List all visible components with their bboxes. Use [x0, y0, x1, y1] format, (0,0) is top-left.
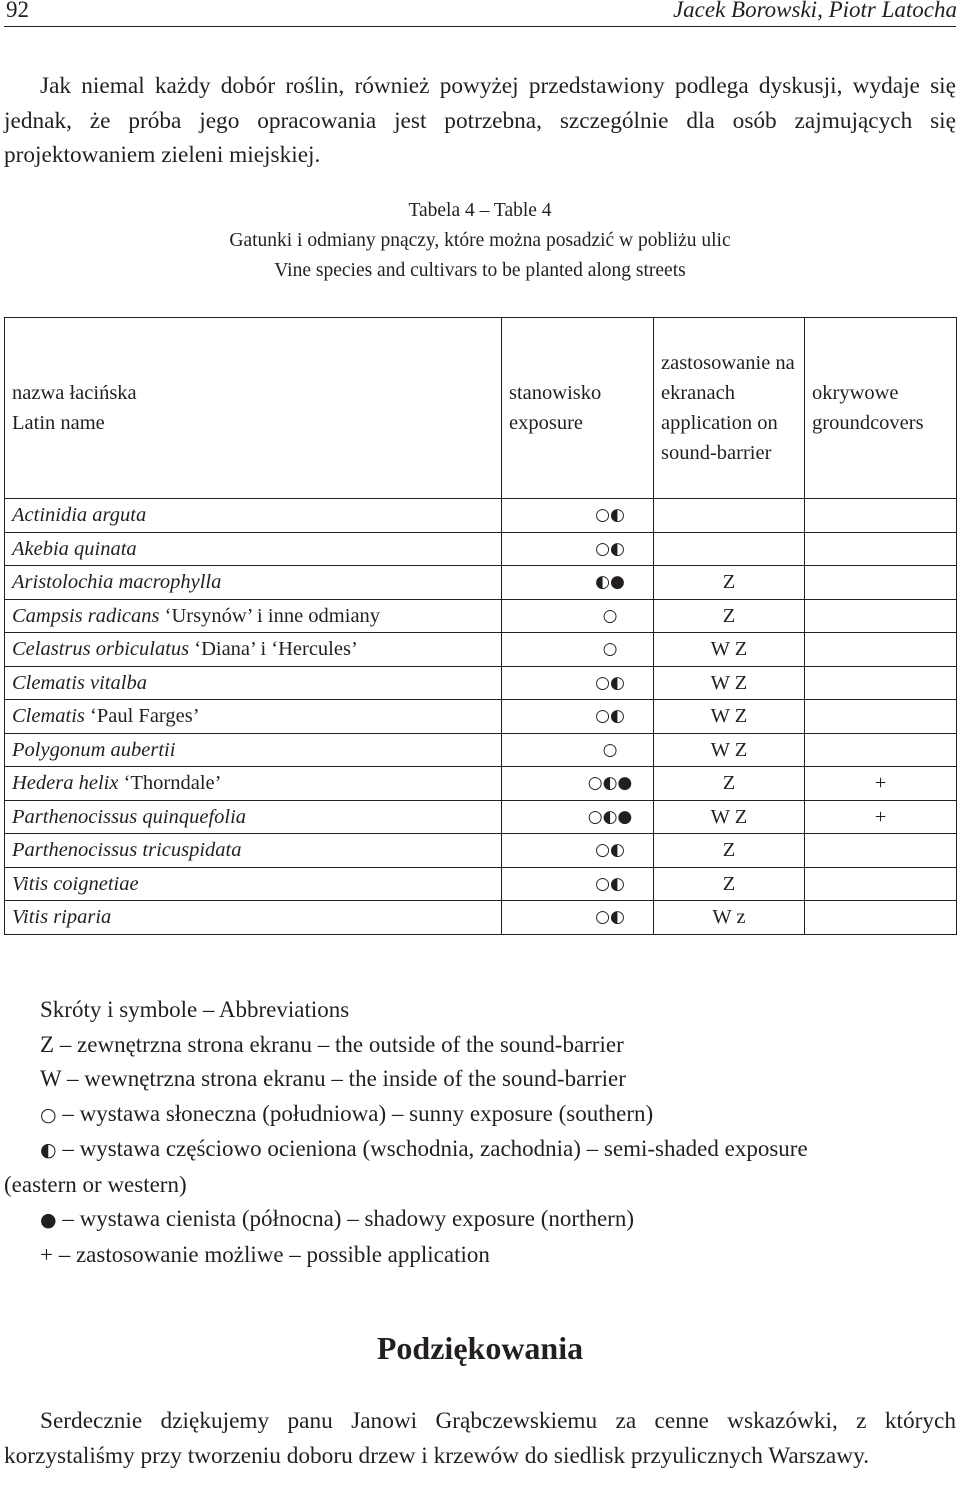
abbr-plus: + – zastosowanie możliwe – possible application: [40, 1241, 490, 1267]
cell-groundcover: [805, 666, 957, 700]
cell-exposure: ○◐: [502, 834, 654, 868]
cell-latin-name: Clematis ‘Paul Farges’: [5, 700, 502, 734]
cell-exposure: ○◐●: [502, 800, 654, 834]
half-shade-symbol-icon: ◐: [40, 1139, 57, 1161]
cell-application: W Z: [654, 733, 805, 767]
cell-exposure: ○◐: [502, 532, 654, 566]
cell-application: W Z: [654, 666, 805, 700]
table-label: Tabela 4 – Table 4: [408, 200, 552, 221]
cell-latin-name: Vitis coignetiae: [5, 867, 502, 901]
acknowledgements-heading: Podziękowania: [376, 1330, 584, 1366]
cell-groundcover: [805, 700, 957, 734]
header-application: zastosowanie na ekranach application on sound-barrier: [654, 318, 805, 499]
abbr-z: Z – zewnętrzna strona ekranu – the outside of the sound-barrier: [40, 1031, 624, 1057]
table-row: [5, 700, 957, 734]
cell-latin-name: Aristolochia macrophylla: [5, 566, 502, 600]
table-row: [5, 767, 957, 801]
acknowledgements-paragraph: [4, 1404, 956, 1473]
cell-exposure: ○◐: [502, 666, 654, 700]
cell-application: W z: [654, 901, 805, 935]
sun-symbol-icon: ○: [40, 1103, 57, 1126]
cell-groundcover: [805, 834, 957, 868]
cell-exposure: ○◐: [502, 499, 654, 533]
cell-groundcover: [805, 633, 957, 667]
cell-exposure: ○◐: [502, 700, 654, 734]
cell-exposure: ○◐●: [502, 767, 654, 801]
table-row: [5, 901, 957, 935]
cell-latin-name: Campsis radicans ‘Ursynów’ i inne odmiany: [5, 599, 502, 633]
cell-exposure: ○◐: [502, 867, 654, 901]
cell-application: Z: [654, 767, 805, 801]
abbreviations-title: Skróty i symbole – Abbreviations: [40, 997, 350, 1022]
cell-exposure: ○: [502, 599, 654, 633]
cell-exposure: ○: [502, 733, 654, 767]
cell-application: W Z: [654, 800, 805, 834]
cell-groundcover: [805, 499, 957, 533]
cell-application: [654, 499, 805, 533]
cell-groundcover: +: [805, 767, 957, 801]
running-head-authors: Jacek Borowski, Piotr Latocha: [672, 0, 957, 22]
table-row: [5, 599, 957, 633]
shade-symbol-icon: ●: [40, 1209, 57, 1231]
acknowledgements-text: Serdecznie dziękujemy panu Janowi Grąbczewskiemu za cenne wskazówki, z których korzystaliśmy przy tworzeniu doboru drzew i krzewów do siedlisk przyulicznych Warszawy.: [4, 1408, 956, 1469]
cell-latin-name: Hedera helix ‘Thorndale’: [5, 767, 502, 801]
table-row: [5, 532, 957, 566]
table-row: [5, 834, 957, 868]
abbr-shade: ● – wystawa cienista (północna) – shadowy exposure (northern): [40, 1206, 634, 1231]
header-latin-name: nazwa łacińska Latin name: [5, 318, 502, 499]
table-header-row: [5, 318, 957, 499]
cell-exposure: ◐●: [502, 566, 654, 600]
table-row: [5, 666, 957, 700]
abbr-sun: ○ – wystawa słoneczna (południowa) – sunny exposure (southern): [40, 1100, 654, 1126]
intro-paragraph: [4, 69, 956, 173]
cell-application: Z: [654, 599, 805, 633]
abbreviations: [4, 993, 956, 1272]
table-row: [5, 633, 957, 667]
cell-groundcover: [805, 901, 957, 935]
table-body: [5, 499, 957, 935]
table-row: [5, 499, 957, 533]
vine-table: [4, 317, 957, 935]
cell-latin-name: Akebia quinata: [5, 532, 502, 566]
running-head: [4, 0, 956, 27]
cell-latin-name: Parthenocissus quinquefolia: [5, 800, 502, 834]
cell-groundcover: +: [805, 800, 957, 834]
cell-application: W Z: [654, 633, 805, 667]
cell-groundcover: [805, 599, 957, 633]
cell-application: [654, 532, 805, 566]
cell-application: W Z: [654, 700, 805, 734]
cell-groundcover: [805, 566, 957, 600]
abbr-w: W – wewnętrzna strona ekranu – the inside of the sound-barrier: [40, 1066, 626, 1091]
cell-latin-name: Vitis riparia: [5, 901, 502, 935]
cell-exposure: ○◐: [502, 901, 654, 935]
cell-groundcover: [805, 867, 957, 901]
cell-latin-name: Celastrus orbiculatus ‘Diana’ i ‘Hercules’: [5, 633, 502, 667]
abbr-semi-continued: (eastern or western): [4, 1171, 187, 1197]
cell-groundcover: [805, 532, 957, 566]
table-row: [5, 800, 957, 834]
table-row: [5, 566, 957, 600]
abbr-semi: ◐ – wystawa częściowo ocieniona (wschodnia, zachodnia) – semi-shaded exposure: [40, 1136, 808, 1161]
cell-latin-name: Actinidia arguta: [5, 499, 502, 533]
cell-latin-name: Polygonum aubertii: [5, 733, 502, 767]
header-groundcovers: okrywowe groundcovers: [805, 318, 957, 499]
intro-text: Jak niemal każdy dobór roślin, również powyżej przedstawiony podlega dyskusji, wydaje się jednak, że próba jego opracowania jest potrzebna, szczególnie dla osób zajmujących się projektowaniem zieleni miejskiej.: [4, 73, 956, 168]
table-title-en: Vine species and cultivars to be planted along streets: [274, 260, 686, 281]
cell-application: Z: [654, 867, 805, 901]
cell-groundcover: [805, 733, 957, 767]
table-title-pl: Gatunki i odmiany pnączy, które można posadzić w pobliżu ulic: [229, 230, 731, 251]
cell-exposure: ○: [502, 633, 654, 667]
cell-latin-name: Parthenocissus tricuspidata: [5, 834, 502, 868]
cell-latin-name: Clematis vitalba: [5, 666, 502, 700]
header-exposure: stanowisko exposure: [502, 318, 654, 499]
table-row: [5, 867, 957, 901]
cell-application: Z: [654, 566, 805, 600]
table-row: [5, 733, 957, 767]
cell-application: Z: [654, 834, 805, 868]
page-number: 92: [6, 0, 29, 22]
